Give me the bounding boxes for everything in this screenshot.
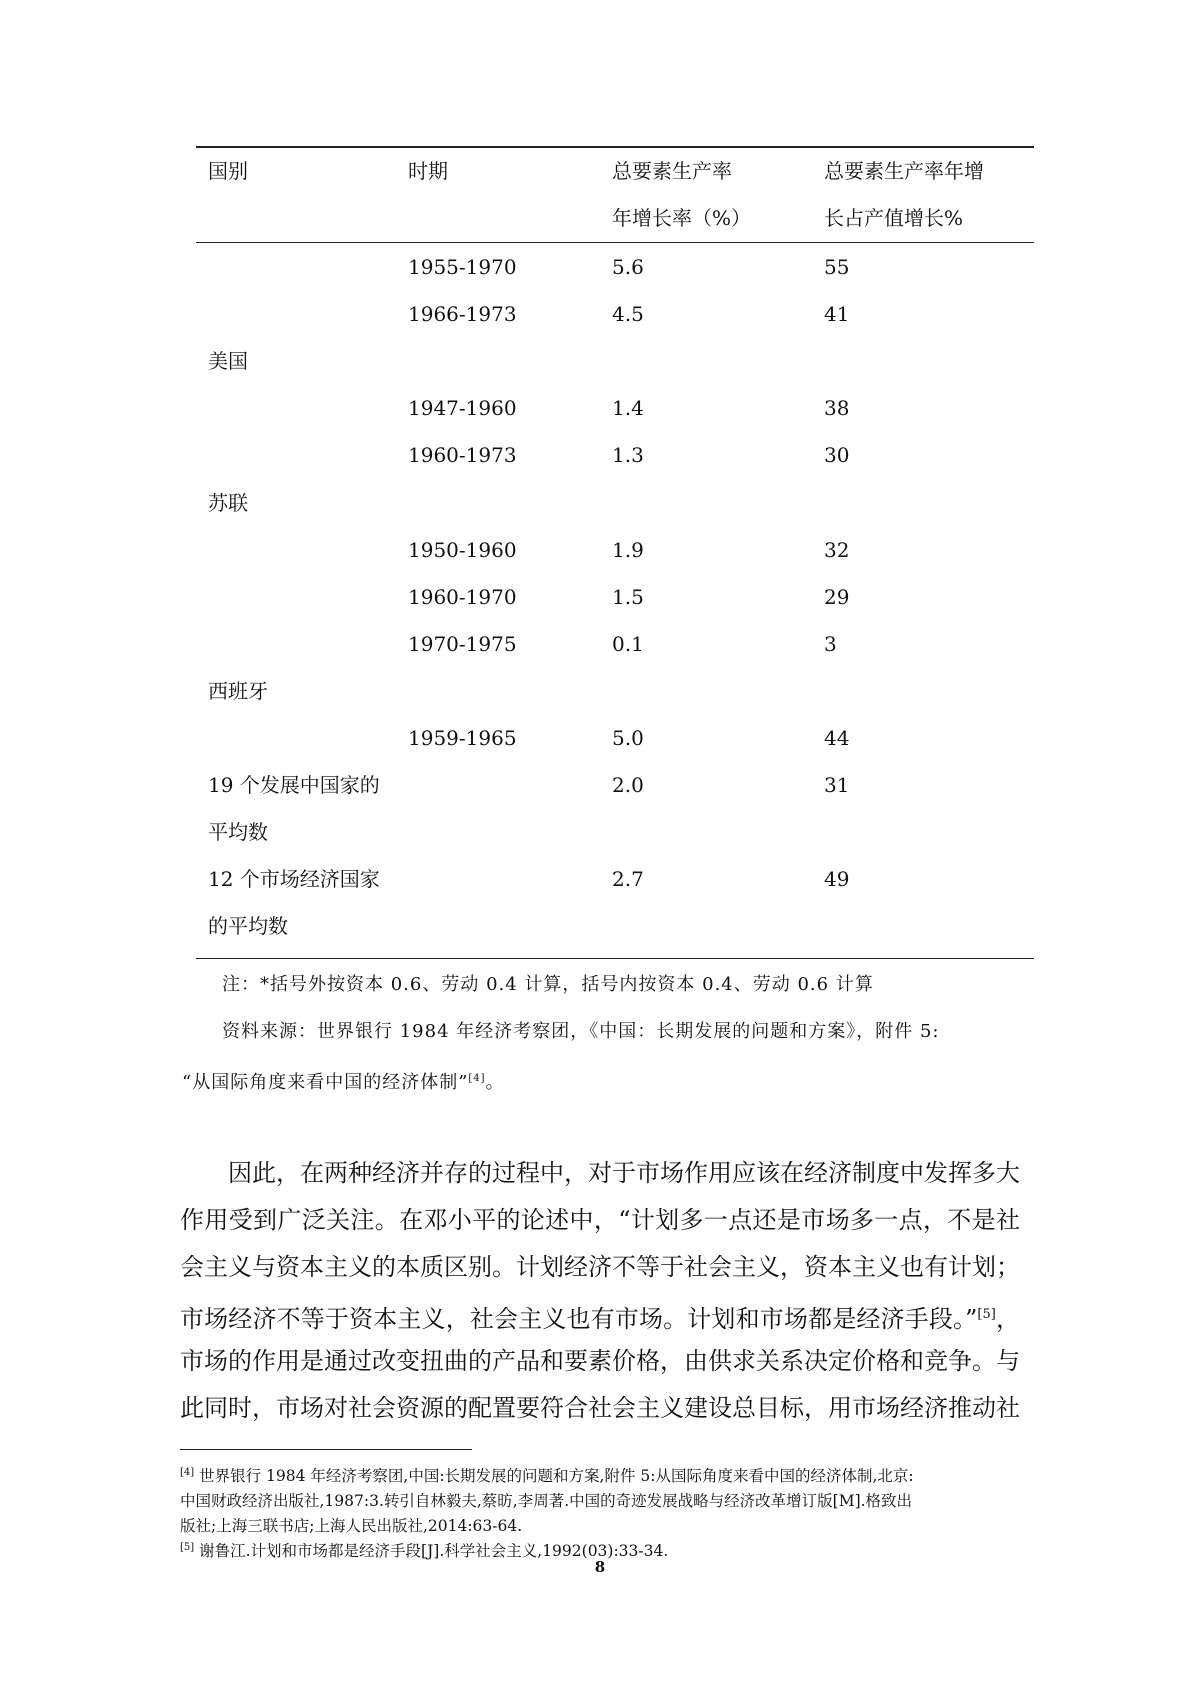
source-line-1: 资料来源：世界银行 1984 年经济考察团，《中国：长期发展的问题和方案》，附件 5: [222, 1021, 940, 1042]
cell-tfp-rate: 2.7 [612, 867, 644, 892]
cell-country: 的平均数 [208, 914, 288, 939]
cell-period: 1960-1973 [408, 443, 517, 468]
header-tfp-rate-1: 总要素生产率 [612, 159, 732, 183]
header-country: 国别 [208, 159, 248, 183]
header-tfp-share-1: 总要素生产率年增 [824, 159, 984, 183]
paragraph-line [180, 1291, 1020, 1338]
table-note: 注：*括号外按资本 0.6、劳动 0.4 计算，括号内按资本 0.4、劳动 0.6 计算 [222, 974, 874, 995]
table-header-row-2 [196, 195, 1034, 241]
cell-period: 1966-1973 [408, 302, 517, 327]
table-row [196, 338, 1034, 384]
cell-tfp-rate: 5.0 [612, 726, 644, 750]
cell-tfp-rate: 0.1 [612, 631, 644, 656]
footnote-4-marker: [4] [180, 1467, 195, 1478]
cell-period: 1947-1960 [408, 396, 517, 421]
table-row [196, 856, 1034, 902]
cell-tfp-rate: 1.9 [612, 537, 644, 562]
paragraph-text: 市场经济不等于资本主义，社会主义也有市场。计划和市场都是经济手段。” [180, 1305, 978, 1333]
header-tfp-share-2: 长占产值增长% [824, 206, 964, 230]
cell-period: 1970-1975 [408, 631, 517, 656]
cell-country: 平均数 [208, 820, 268, 845]
paragraph-line: 作用受到广泛关注。在邓小平的论述中，“计划多一点还是市场多一点，不是社 [180, 1206, 1020, 1234]
cell-country: 西班牙 [208, 678, 268, 703]
table-row [196, 715, 1034, 761]
source-end: 。 [485, 1072, 505, 1093]
cell-tfp-share: 29 [824, 584, 850, 609]
source-citation-ref: [4] [468, 1073, 486, 1084]
paragraph-text: ， [995, 1305, 1020, 1333]
cell-period: 1950-1960 [408, 537, 517, 562]
cell-tfp-share: 44 [824, 726, 850, 750]
table-row [196, 432, 1034, 478]
cell-tfp-rate: 1.3 [612, 443, 644, 468]
cell-tfp-rate: 1.4 [612, 396, 644, 421]
table-row [196, 574, 1034, 620]
footnote-4-text: 世界银行 1984 年经济考察团,中国:长期发展的问题和方案,附件 5:从国际角度来看中国的经济体制,北京: [199, 1467, 914, 1486]
footnote-separator [180, 1449, 472, 1450]
cell-country: 12 个市场经济国家 [208, 867, 380, 892]
cell-period: 1959-1965 [408, 726, 517, 750]
body-paragraph [180, 1150, 1020, 1432]
footnote-5-marker: [5] [180, 1542, 195, 1553]
source-title: “从国际角度来看中国的经济体制” [182, 1072, 469, 1093]
table-bottom-rule [196, 958, 1034, 959]
table-row [196, 244, 1034, 290]
cell-tfp-share: 30 [824, 443, 850, 468]
paragraph-line: 市场的作用是通过改变扭曲的产品和要素价格，由供求关系决定价格和竞争。与 [180, 1347, 1020, 1375]
cell-tfp-rate: 1.5 [612, 584, 644, 609]
cell-country: 苏联 [208, 490, 248, 515]
table-row [196, 809, 1034, 855]
header-tfp-rate-2: 年增长率（%） [612, 206, 752, 230]
header-period: 时期 [408, 159, 448, 183]
footnote-5-text: 谢鲁江.计划和市场都是经济手段[J].科学社会主义,1992(03):33-34. [199, 1542, 669, 1561]
table-row [196, 480, 1034, 526]
table-row [196, 762, 1034, 808]
cell-tfp-share: 41 [824, 302, 850, 327]
table-row [196, 903, 1034, 949]
cell-tfp-rate: 4.5 [612, 302, 644, 327]
cell-period: 1960-1970 [408, 584, 517, 609]
table-header-rule [196, 242, 1034, 243]
paragraph-line: 因此，在两种经济并存的过程中，对于市场作用应该在经济制度中发挥多大 [228, 1159, 1020, 1187]
cell-country: 19 个发展中国家的 [208, 773, 380, 798]
footnote-4-line-2: 中国财政经济出版社,1987:3.转引自林毅夫,蔡昉,李周著.中国的奇迹发展战略与经济改革增订版[M].格致出 [180, 1492, 913, 1511]
table-row [196, 385, 1034, 431]
footnote-4 [180, 1460, 1020, 1539]
cell-tfp-rate: 5.6 [612, 255, 644, 279]
paragraph-line: 此同时，市场对社会资源的配置要符合社会主义建设总目标，用市场经济推动社 [180, 1394, 1020, 1422]
table-header-row-1 [196, 148, 1034, 194]
page-number: 8 [594, 1558, 606, 1576]
cell-period: 1955-1970 [408, 255, 517, 279]
table-row [196, 621, 1034, 667]
source-line-2 [182, 1056, 505, 1106]
cell-tfp-share: 3 [824, 631, 837, 656]
footnote-4-line-3: 版社;上海三联书店;上海人民出版社,2014:63-64. [180, 1517, 523, 1536]
cell-tfp-share: 38 [824, 396, 850, 421]
cell-tfp-share: 31 [824, 773, 850, 798]
footnote-4-line-1 [180, 1460, 1020, 1489]
paragraph-line: 会主义与资本主义的本质区别。计划经济不等于社会主义，资本主义也有计划； [180, 1253, 1020, 1281]
citation-ref-5: [5] [977, 1307, 996, 1322]
cell-country: 美国 [208, 349, 248, 374]
table-row [196, 291, 1034, 337]
cell-tfp-share: 49 [824, 867, 850, 892]
cell-tfp-share: 55 [824, 255, 850, 279]
cell-tfp-rate: 2.0 [612, 773, 644, 798]
table-row [196, 668, 1034, 714]
table-row [196, 527, 1034, 573]
cell-tfp-share: 32 [824, 537, 850, 562]
